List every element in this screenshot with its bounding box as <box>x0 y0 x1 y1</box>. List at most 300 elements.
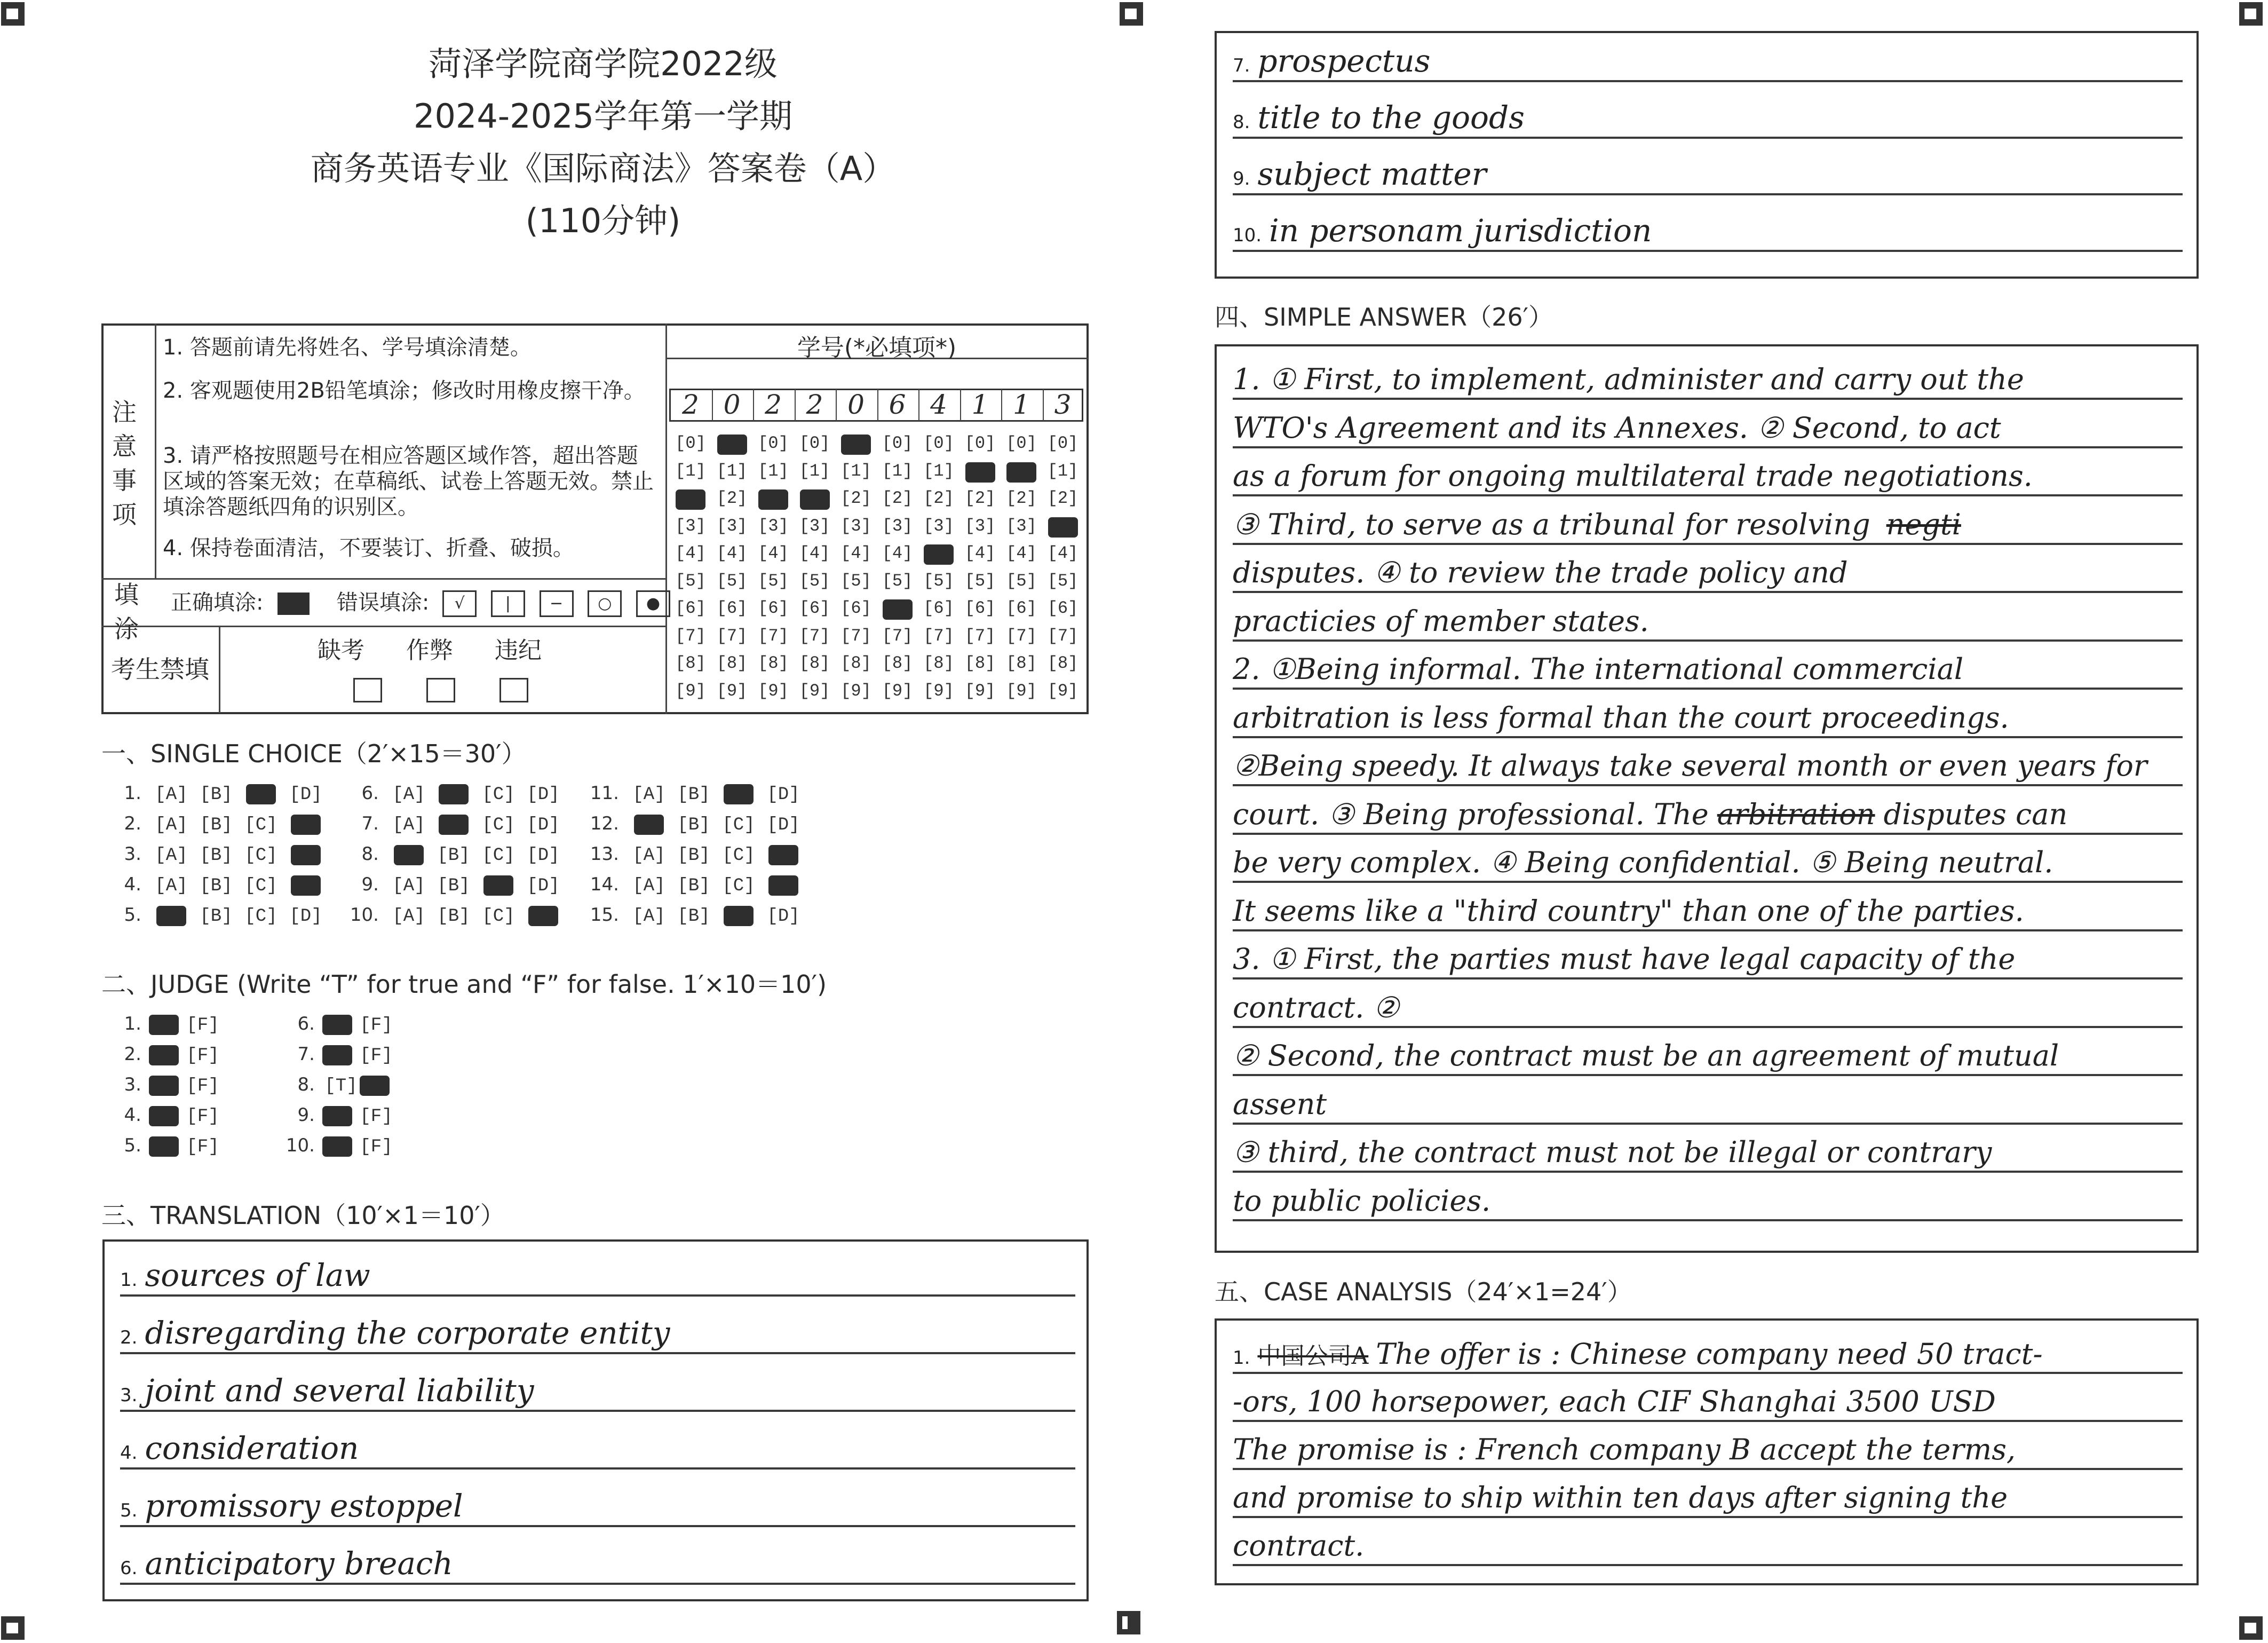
id-bubble[interactable]: [7] <box>840 626 871 646</box>
student-id-digit: 6 <box>889 389 906 420</box>
digit-divider <box>960 389 961 421</box>
simple-answer-line <box>1233 749 2147 783</box>
question-number: 4. <box>124 874 141 895</box>
student-id-digit: 1 <box>971 389 989 420</box>
option-bubble[interactable]: [C] <box>722 846 755 866</box>
judge-bubble[interactable]: [F] <box>360 1015 393 1036</box>
id-bubble[interactable]: [9] <box>964 681 996 701</box>
id-bubble[interactable]: [7] <box>716 626 748 646</box>
forbidden-items <box>318 638 542 663</box>
answer-line <box>120 1352 1075 1354</box>
option-bubble-filled[interactable] <box>634 815 664 835</box>
judge-question <box>109 1135 221 1157</box>
id-bubble[interactable]: [8] <box>840 653 871 673</box>
id-bubble[interactable]: [4] <box>882 543 913 563</box>
id-bubble[interactable]: [0] <box>1006 433 1037 453</box>
id-bubble[interactable]: [3] <box>882 516 913 536</box>
answer-line <box>1233 639 2183 642</box>
option-bubble-filled[interactable] <box>768 875 798 896</box>
option-bubble[interactable]: [D] <box>527 815 560 835</box>
id-bubble[interactable]: [9] <box>716 681 748 701</box>
single-choice-question <box>587 904 806 927</box>
judge-bubble-filled[interactable] <box>149 1136 179 1157</box>
simple-answer-line <box>1233 1087 1327 1121</box>
question-number: 10. <box>350 904 379 926</box>
option-bubble[interactable]: [C] <box>244 846 277 866</box>
id-bubble[interactable]: [2] <box>1047 488 1079 508</box>
judge-bubble[interactable]: [F] <box>186 1107 219 1127</box>
id-bubble-filled[interactable] <box>924 544 954 565</box>
id-bubble[interactable]: [4] <box>840 543 871 563</box>
judge-bubble-filled[interactable] <box>322 1136 352 1157</box>
answer-number: 5. <box>120 1500 138 1521</box>
question-number: 11. <box>590 783 619 804</box>
divider <box>219 626 220 713</box>
answer-line <box>1233 736 2183 738</box>
id-bubble[interactable]: [1] <box>1047 461 1079 481</box>
option-bubble[interactable]: [C] <box>482 815 515 835</box>
answer-number: 3. <box>120 1385 138 1406</box>
id-bubble[interactable]: [8] <box>716 653 748 673</box>
judge-question <box>109 1074 221 1096</box>
option-bubble[interactable]: [B] <box>200 906 233 927</box>
student-id-digit: 0 <box>723 389 741 420</box>
id-bubble[interactable]: [4] <box>716 543 748 563</box>
answer-line <box>1233 1026 2183 1028</box>
case-analysis-title: 五、CASE ANALYSIS（24′×1=24′） <box>1215 1277 1632 1306</box>
id-bubble[interactable]: [5] <box>840 571 871 591</box>
id-bubble[interactable]: [9] <box>799 681 830 701</box>
option-bubble-filled[interactable] <box>246 784 276 804</box>
id-bubble[interactable]: [1] <box>882 461 913 481</box>
option-bubble[interactable]: [A] <box>155 815 188 835</box>
id-bubble[interactable]: [7] <box>799 626 830 646</box>
simple-answer-title: 四、SIMPLE ANSWER（26′） <box>1215 303 1553 331</box>
single-choice-question <box>347 904 566 927</box>
id-bubble[interactable]: [5] <box>758 571 789 591</box>
judge-bubble-filled[interactable] <box>360 1076 390 1096</box>
corner-marker-top-left <box>1 2 25 26</box>
answer-text: contract. <box>1233 1529 1365 1562</box>
question-number: 3. <box>124 843 141 865</box>
id-bubble[interactable]: [2] <box>840 488 871 508</box>
option-bubble[interactable]: [C] <box>722 876 755 896</box>
option-bubble[interactable]: [D] <box>289 785 322 805</box>
option-bubble[interactable]: [B] <box>437 906 470 927</box>
answer-text: subject matter <box>1257 156 1487 192</box>
option-bubble[interactable]: [D] <box>289 906 322 927</box>
question-number: 8. <box>361 843 379 865</box>
option-bubble[interactable]: [A] <box>392 876 425 896</box>
question-number: 2. <box>124 1044 141 1065</box>
translation-answer <box>120 1430 359 1466</box>
id-bubble[interactable]: [5] <box>716 571 748 591</box>
option-bubble-filled[interactable] <box>724 906 754 926</box>
digit-divider <box>1043 389 1044 421</box>
judge-bubble-filled[interactable] <box>149 1076 179 1096</box>
id-bubble[interactable]: [4] <box>964 543 996 563</box>
option-bubble[interactable]: [B] <box>200 785 233 805</box>
id-bubble[interactable]: [0] <box>675 433 706 453</box>
id-bubble[interactable]: [4] <box>1047 543 1079 563</box>
id-bubble[interactable]: [5] <box>964 571 996 591</box>
id-bubble[interactable]: [3] <box>1006 516 1037 536</box>
judge-bubble[interactable]: [F] <box>186 1015 219 1036</box>
single-choice-question <box>109 843 328 866</box>
option-bubble[interactable]: [B] <box>677 846 710 866</box>
id-bubble[interactable]: [9] <box>882 681 913 701</box>
id-bubble[interactable]: [1] <box>716 461 748 481</box>
option-bubble[interactable]: [B] <box>200 876 233 896</box>
option-bubble[interactable]: [D] <box>527 846 560 866</box>
forbidden-item-cheating: 作弊 <box>406 637 453 664</box>
student-id-digit: 4 <box>930 389 947 420</box>
answer-text: be very complex. ④ Being confidential. ⑤ Being neutral. <box>1233 846 2053 879</box>
id-bubble[interactable]: [4] <box>1006 543 1037 563</box>
student-id-digit: 1 <box>1013 389 1030 420</box>
option-bubble[interactable]: [A] <box>155 846 188 866</box>
option-bubble-filled[interactable] <box>768 845 798 865</box>
id-bubble[interactable]: [9] <box>675 681 706 701</box>
id-bubble-filled[interactable] <box>1048 517 1078 538</box>
option-bubble-filled[interactable] <box>439 815 469 835</box>
answer-text: promissory estoppel <box>145 1488 463 1524</box>
answer-text: disputes can <box>1883 797 2068 831</box>
judge-bubble[interactable]: [F] <box>186 1046 219 1066</box>
id-bubble[interactable]: [8] <box>799 653 830 673</box>
answer-line <box>1233 1564 2183 1566</box>
digit-divider <box>918 389 919 421</box>
id-bubble[interactable]: [8] <box>923 653 954 673</box>
id-bubble-filled[interactable] <box>883 599 913 620</box>
question-number: 8. <box>297 1074 315 1095</box>
id-bubble[interactable]: [0] <box>882 433 913 453</box>
digit-divider <box>753 389 754 421</box>
id-bubble[interactable]: [7] <box>675 626 706 646</box>
option-bubble-filled[interactable] <box>724 784 754 804</box>
judge-question <box>283 1104 395 1127</box>
fill-instructions <box>171 590 678 617</box>
judge-bubble[interactable]: [F] <box>360 1107 393 1127</box>
option-bubble[interactable]: [B] <box>677 785 710 805</box>
id-bubble[interactable]: [8] <box>1006 653 1037 673</box>
option-bubble[interactable]: [A] <box>392 785 425 805</box>
answer-number: 2. <box>120 1327 138 1348</box>
answer-text: The offer is : Chinese company need 50 tract- <box>1376 1337 2043 1371</box>
answer-line <box>120 1294 1075 1297</box>
answer-line <box>1233 929 2183 931</box>
id-bubble[interactable]: [1] <box>923 461 954 481</box>
student-id-digit: 3 <box>1054 389 1072 420</box>
id-bubble[interactable]: [8] <box>675 653 706 673</box>
answer-number: 6. <box>120 1558 138 1579</box>
question-number: 13. <box>590 843 619 865</box>
checkbox-cheating[interactable] <box>426 678 455 702</box>
header-line: (110分钟) <box>525 201 681 240</box>
note-item: 2. 客观题使用2B铅笔填涂；修改时用橡皮擦干净。 <box>163 378 645 403</box>
id-bubble[interactable]: [3] <box>964 516 996 536</box>
id-bubble[interactable]: [6] <box>675 598 706 618</box>
id-bubble[interactable]: [9] <box>840 681 871 701</box>
id-bubble[interactable]: [5] <box>799 571 830 591</box>
forbidden-item-violation: 违纪 <box>495 637 542 664</box>
judge-bubble-filled[interactable] <box>149 1045 179 1065</box>
translation-answer <box>120 1545 453 1582</box>
answer-text: title to the goods <box>1257 99 1525 136</box>
id-bubble[interactable]: [9] <box>1047 681 1079 701</box>
digit-divider <box>1001 389 1002 421</box>
answer-text: sources of law <box>145 1257 370 1293</box>
question-number: 2. <box>124 813 141 834</box>
judge-question <box>283 1044 395 1066</box>
id-bubble[interactable]: [3] <box>675 516 706 536</box>
id-bubble[interactable]: [2] <box>716 488 748 508</box>
header-line: 商务英语专业《国际商法》答案卷（A） <box>310 149 896 188</box>
option-bubble-filled[interactable] <box>528 906 558 926</box>
judge-bubble-filled[interactable] <box>322 1015 352 1035</box>
option-bubble[interactable]: [D] <box>767 785 800 805</box>
id-bubble-filled[interactable] <box>800 489 830 510</box>
id-bubble-filled[interactable] <box>965 462 995 483</box>
simple-answer-line <box>1233 1135 1992 1169</box>
option-bubble[interactable]: [A] <box>155 876 188 896</box>
id-bubble[interactable]: [8] <box>964 653 996 673</box>
id-bubble[interactable]: [2] <box>1006 488 1037 508</box>
id-bubble[interactable]: [2] <box>882 488 913 508</box>
id-bubble[interactable]: [6] <box>716 598 748 618</box>
id-bubble-filled[interactable] <box>717 435 747 455</box>
id-bubble[interactable]: [5] <box>675 571 706 591</box>
corner-marker-top-middle <box>1120 2 1143 26</box>
id-bubble-filled[interactable] <box>758 489 788 510</box>
digit-divider <box>877 389 878 421</box>
correct-fill-example <box>277 593 310 615</box>
option-bubble-filled[interactable] <box>291 815 321 835</box>
option-bubble-filled[interactable] <box>291 875 321 896</box>
answer-text: ②Being speedy. It always take several month or even years for <box>1233 749 2147 783</box>
case-answer-line <box>1233 1481 2008 1514</box>
id-bubble[interactable]: [6] <box>840 598 871 618</box>
option-bubble[interactable]: [C] <box>722 815 755 835</box>
option-bubble[interactable]: [B] <box>677 876 710 896</box>
option-bubble[interactable]: [A] <box>632 876 665 896</box>
id-bubble[interactable]: [5] <box>1047 571 1079 591</box>
judge-bubble-filled[interactable] <box>322 1106 352 1126</box>
judge-bubble[interactable]: [T] <box>324 1076 358 1096</box>
single-choice-question <box>109 874 328 896</box>
judge-bubble-filled[interactable] <box>322 1045 352 1065</box>
translation-answer <box>120 1488 463 1524</box>
option-bubble-filled[interactable] <box>394 845 424 865</box>
simple-answer-line <box>1233 508 1961 541</box>
option-bubble[interactable]: [B] <box>437 846 470 866</box>
id-bubble[interactable]: [3] <box>758 516 789 536</box>
simple-answer-line <box>1233 797 2067 831</box>
answer-number: 4. <box>120 1442 138 1464</box>
id-bubble[interactable]: [3] <box>840 516 871 536</box>
judge-bubble[interactable]: [F] <box>186 1137 219 1157</box>
single-choice-question <box>347 874 566 896</box>
answer-text: ③ third, the contract must not be illegal or contrary <box>1233 1135 1992 1169</box>
id-bubble[interactable]: [7] <box>964 626 996 646</box>
answer-line <box>1233 494 2183 496</box>
id-bubble[interactable]: [9] <box>923 681 954 701</box>
id-bubble[interactable]: [0] <box>799 433 830 453</box>
question-number: 6. <box>297 1013 315 1034</box>
divider <box>665 323 667 714</box>
judge-bubble[interactable]: [F] <box>360 1046 393 1066</box>
answer-line <box>1233 1468 2183 1470</box>
forbidden-item-absent: 缺考 <box>318 637 364 664</box>
question-number: 3. <box>124 1074 141 1095</box>
option-bubble[interactable]: [A] <box>632 846 665 866</box>
id-bubble[interactable]: [7] <box>923 626 954 646</box>
answer-text: The promise is : French company B accept the terms, <box>1233 1433 2016 1466</box>
option-bubble[interactable]: [C] <box>482 785 515 805</box>
simple-answer-line <box>1233 846 2053 879</box>
id-bubble[interactable]: [7] <box>1047 626 1079 646</box>
answer-text: ② Second, the contract must be an agreement of mutual <box>1233 1039 2059 1072</box>
id-bubble[interactable]: [6] <box>758 598 789 618</box>
id-bubble[interactable]: [6] <box>799 598 830 618</box>
option-bubble[interactable]: [A] <box>392 815 425 835</box>
id-bubble[interactable]: [3] <box>716 516 748 536</box>
forbidden-checkboxes <box>320 678 528 705</box>
option-bubble[interactable]: [C] <box>482 906 515 927</box>
simple-answer-line <box>1233 1039 2059 1072</box>
student-id-digit: 2 <box>806 389 823 420</box>
answer-text: as a forum for ongoing multilateral trade negotiations. <box>1233 459 2033 493</box>
judge-bubble[interactable]: [F] <box>186 1076 219 1096</box>
option-bubble-filled[interactable] <box>439 784 469 804</box>
id-bubble[interactable]: [8] <box>882 653 913 673</box>
option-bubble-filled[interactable] <box>291 845 321 865</box>
option-bubble[interactable]: [A] <box>632 906 665 927</box>
option-bubble[interactable]: [D] <box>527 876 560 896</box>
answer-line <box>1233 250 2183 252</box>
judge-bubble[interactable]: [F] <box>360 1137 393 1157</box>
id-bubble[interactable]: [2] <box>923 488 954 508</box>
id-bubble[interactable]: [3] <box>923 516 954 536</box>
id-bubble[interactable]: [4] <box>675 543 706 563</box>
answer-text: and promise to ship within ten days after signing the <box>1233 1481 2008 1514</box>
answer-line <box>1233 977 2183 980</box>
id-bubble[interactable]: [5] <box>923 571 954 591</box>
note-item: 1. 答题前请先将姓名、学号填涂清楚。 <box>163 335 532 360</box>
id-bubble[interactable]: [6] <box>1006 598 1037 618</box>
translation-title: 三、TRANSLATION（10′×1＝10′） <box>101 1201 505 1230</box>
id-bubble[interactable]: [7] <box>1006 626 1037 646</box>
answer-text: anticipatory breach <box>145 1545 453 1582</box>
id-bubble[interactable]: [6] <box>923 598 954 618</box>
id-bubble[interactable]: [9] <box>1006 681 1037 701</box>
simple-answer-line <box>1233 411 2001 445</box>
answer-line <box>1233 1123 2183 1125</box>
option-bubble[interactable]: [B] <box>200 846 233 866</box>
id-bubble[interactable]: [6] <box>1047 598 1079 618</box>
id-bubble[interactable]: [1] <box>799 461 830 481</box>
judge-bubble-filled[interactable] <box>149 1106 179 1126</box>
option-bubble[interactable]: [D] <box>527 785 560 805</box>
id-bubble[interactable]: [1] <box>675 461 706 481</box>
id-bubble[interactable]: [6] <box>964 598 996 618</box>
header-line: 2024-2025学年第一学期 <box>414 97 792 136</box>
answer-text: ③ Third, to serve as a tribunal for resolving <box>1233 507 1870 541</box>
id-bubble[interactable]: [0] <box>758 433 789 453</box>
single-choice-title: 一、SINGLE CHOICE（2′×15＝30′） <box>101 739 526 768</box>
simple-answer-line <box>1233 942 2015 976</box>
judge-question <box>109 1013 221 1036</box>
id-bubble-filled[interactable] <box>1006 462 1036 483</box>
option-bubble[interactable]: [A] <box>392 906 425 927</box>
option-bubble[interactable]: [C] <box>244 876 277 896</box>
case-answer-line <box>1233 1337 2043 1371</box>
id-bubble[interactable]: [2] <box>964 488 996 508</box>
id-bubble[interactable]: [5] <box>1006 571 1037 591</box>
option-bubble[interactable]: [C] <box>244 815 277 835</box>
id-bubble[interactable]: [7] <box>758 626 789 646</box>
id-bubble[interactable]: [1] <box>840 461 871 481</box>
answer-line <box>120 1525 1075 1527</box>
id-bubble[interactable]: [8] <box>758 653 789 673</box>
option-bubble[interactable]: [D] <box>767 815 800 835</box>
answer-line <box>1233 784 2183 786</box>
checkbox-absent[interactable] <box>353 678 382 702</box>
id-bubble[interactable]: [9] <box>758 681 789 701</box>
answer-number: 10. <box>1233 225 1262 246</box>
correct-fill-label: 正确填涂: <box>171 590 264 615</box>
simple-answer-line <box>1233 991 1399 1024</box>
simple-answer-line <box>1233 652 1963 686</box>
option-bubble[interactable]: [C] <box>482 846 515 866</box>
id-bubble[interactable]: [4] <box>799 543 830 563</box>
id-bubble[interactable]: [3] <box>799 516 830 536</box>
id-bubble-filled[interactable] <box>676 489 705 510</box>
option-bubble[interactable]: [C] <box>244 906 277 927</box>
question-number: 1. <box>124 1013 141 1034</box>
option-bubble[interactable]: [A] <box>155 785 188 805</box>
option-bubble[interactable]: [B] <box>677 906 710 927</box>
option-bubble[interactable]: [B] <box>437 876 470 896</box>
id-bubble[interactable]: [8] <box>1047 653 1079 673</box>
option-bubble[interactable]: [D] <box>767 906 800 927</box>
case-answer-line <box>1233 1433 2016 1466</box>
answer-text: practicies of member states. <box>1233 604 1649 638</box>
id-bubble[interactable]: [7] <box>882 626 913 646</box>
answer-text: It seems like a "third country" than one of the parties. <box>1233 894 2024 928</box>
judge-question <box>109 1104 221 1127</box>
option-bubble-filled[interactable] <box>156 906 186 926</box>
answer-line <box>1233 881 2183 883</box>
judge-question <box>283 1013 395 1036</box>
wrong-fill-bar: | <box>491 590 525 617</box>
id-bubble[interactable]: [0] <box>964 433 996 453</box>
option-bubble[interactable]: [A] <box>632 785 665 805</box>
wrong-fill-dot: ● <box>636 590 670 617</box>
id-bubble[interactable]: [1] <box>758 461 789 481</box>
option-bubble-filled[interactable] <box>483 875 513 896</box>
id-bubble-filled[interactable] <box>841 435 871 455</box>
judge-bubble-filled[interactable] <box>149 1015 179 1035</box>
option-bubble[interactable]: [B] <box>200 815 233 835</box>
checkbox-violation[interactable] <box>499 678 528 702</box>
id-bubble[interactable]: [4] <box>758 543 789 563</box>
option-bubble[interactable]: [B] <box>677 815 710 835</box>
wrong-fill-label: 错误填涂: <box>336 590 430 615</box>
id-bubble[interactable]: [0] <box>923 433 954 453</box>
id-bubble[interactable]: [0] <box>1047 433 1079 453</box>
id-bubble[interactable]: [5] <box>882 571 913 591</box>
